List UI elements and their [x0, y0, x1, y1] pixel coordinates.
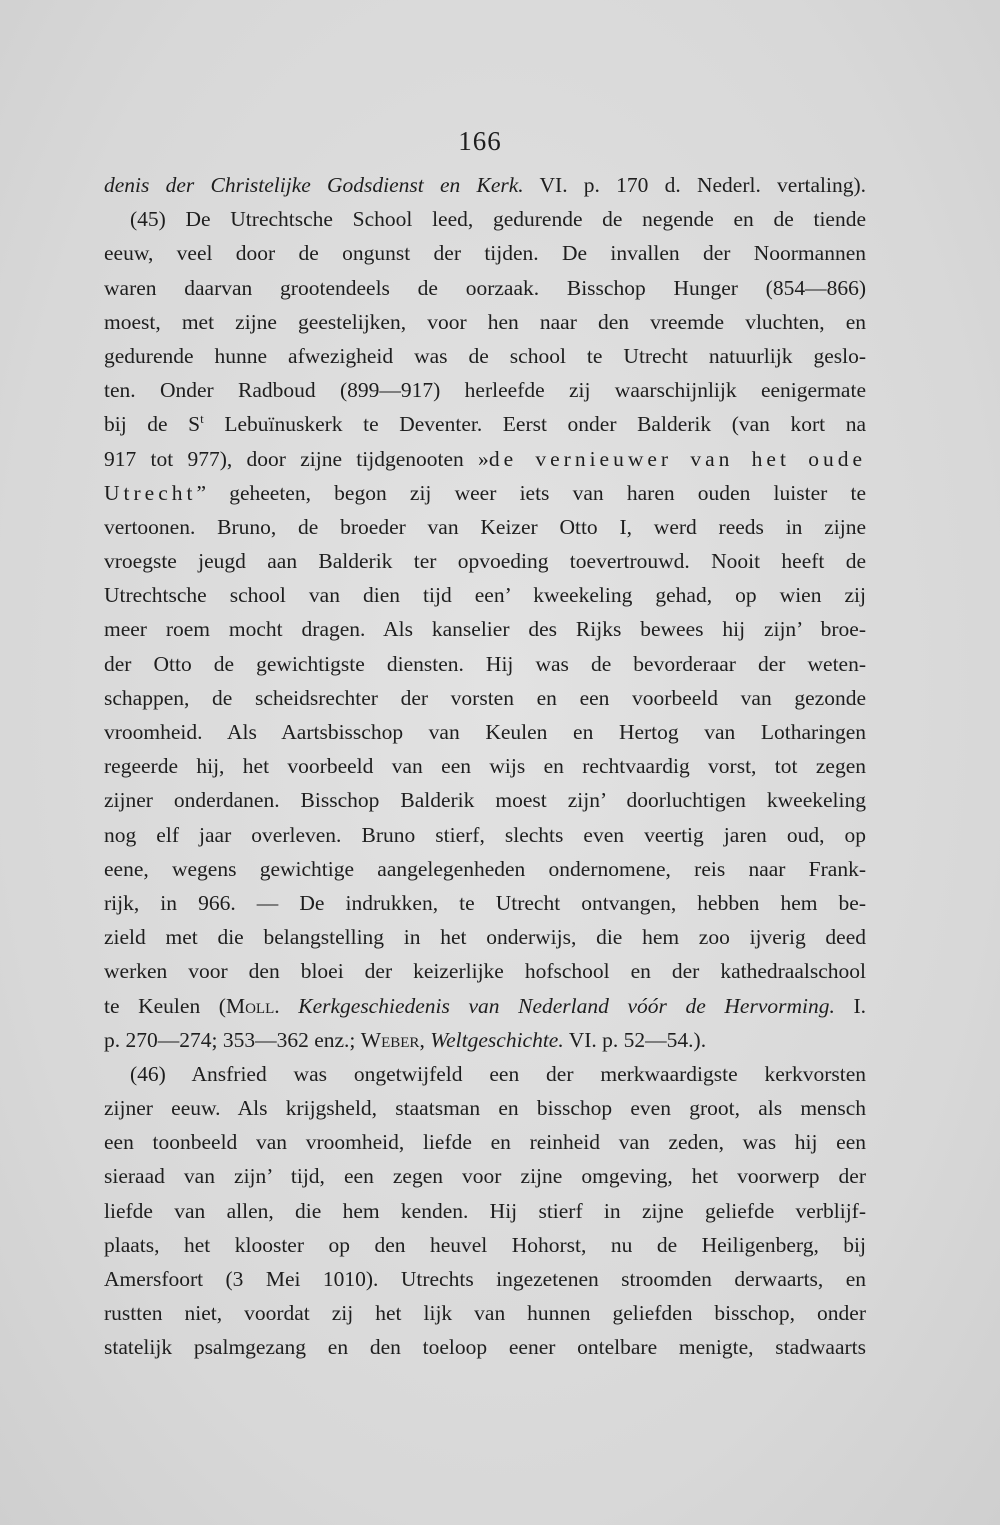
text-run: p. 270—274; 353—362 enz.; [104, 1027, 361, 1052]
text-line [104, 1159, 866, 1193]
text-line [104, 783, 866, 817]
text-line [104, 852, 866, 886]
spaced-text: de vernieuwer van het oude [488, 446, 866, 471]
text-line [104, 407, 866, 441]
text-run: vroegste jeugd aan Balderik ter opvoeding toevertrouwd. Nooit heeft de [104, 549, 866, 574]
text-run: (45) De Utrechtsche School leed, gedurende de negende en de tiende [130, 207, 866, 232]
text-run: statelijk psalmgezang en den toeloop eener ontelbare menigte, stadwaarts [104, 1335, 866, 1360]
text-run: werken voor den bloei der keizerlijke hofschool en der kathedraalschool [104, 959, 866, 984]
text-line [104, 544, 866, 578]
text-line [104, 749, 866, 783]
text-line [104, 681, 866, 715]
text-run: rustten niet, voordat zij het lijk van hunnen geliefden bisschop, onder [104, 1301, 866, 1326]
text-line [104, 305, 866, 339]
body-text [104, 168, 866, 1365]
text-run: meer roem mocht dragen. Als kanselier des Rijks bewees hij zijn’ broe- [104, 617, 866, 642]
text-run: der Otto de gewichtigste diensten. Hij was de bevorderaar der weten- [104, 651, 866, 676]
text-line [104, 612, 866, 646]
text-line [104, 1023, 866, 1057]
text-run: t [200, 411, 204, 427]
spaced-text: Utrecht [104, 480, 197, 505]
text-line [104, 1330, 866, 1364]
text-run: te Keulen ( [104, 993, 226, 1018]
text-line [104, 578, 866, 612]
text-run: eeuw, veel door de ongunst der tijden. De invallen der Noormannen [104, 241, 866, 266]
small-caps-text: Weber [360, 1027, 420, 1052]
text-run: Utrechtsche school van dien tijd een’ kweekeling gehad, op wien zij [104, 583, 866, 608]
text-run: rijk, in 966. — De indrukken, te Utrecht ontvangen, hebben hem be- [104, 890, 866, 915]
text-line [104, 1057, 866, 1091]
text-line [104, 202, 866, 236]
text-run: een toonbeeld van vroomheid, liefde en reinheid van zeden, was hij een [104, 1130, 866, 1155]
text-run [280, 994, 299, 1018]
text-line [104, 1194, 866, 1228]
text-line [104, 818, 866, 852]
text-line [104, 271, 866, 305]
text-run: (46) Ansfried was ongetwijfeld een der merkwaardigste kerkvorsten [130, 1061, 866, 1086]
text-line [104, 715, 866, 749]
text-run: zield met die belangstelling in het onderwijs, die hem zoo ijverig deed [104, 925, 866, 950]
text-run: schappen, de scheidsrechter der vorsten en een voorbeeld van gezonde [104, 685, 866, 710]
text-run: bij de S [104, 412, 201, 437]
text-line [104, 647, 866, 681]
text-line [104, 920, 866, 954]
text-run: ten. Onder Radboud (899—917) herleefde zij waarschijnlijk eenigermate [104, 378, 866, 403]
italic-text: Kerkgeschiedenis van Nederland vóór de Hervorming. [298, 993, 835, 1018]
small-caps-text: Moll. [225, 993, 280, 1018]
italic-text: denis der Christelijke Godsdienst en Kerk. [104, 173, 524, 197]
text-run: 917 tot 977), door zijne tijdgenooten » [104, 446, 489, 471]
text-line [104, 510, 866, 544]
text-line [104, 476, 866, 510]
text-run: plaats, het klooster op den heuvel Hohorst, nu de Heiligenberg, bij [104, 1232, 866, 1257]
text-line [104, 373, 866, 407]
text-run: waren daarvan grootendeels de oorzaak. Bisschop Hunger (854—866) [104, 275, 866, 300]
text-run: gedurende hunne afwezigheid was de school te Utrecht natuurlijk geslo- [104, 343, 866, 368]
text-run: regeerde hij, het voorbeeld van een wijs en rechtvaardig vorst, tot zegen [104, 754, 866, 779]
text-run: liefde van allen, die hem kenden. Hij stierf in zijne geliefde verblijf- [104, 1198, 866, 1223]
italic-text: Weltgeschichte. [430, 1027, 564, 1052]
text-run: vertoonen. Bruno, de broeder van Keizer Otto I, werd reeds in zijne [104, 514, 866, 539]
text-line [104, 339, 866, 373]
text-run: VI. p. 170 d. Nederl. vertaling). [523, 173, 866, 197]
text-line [104, 1262, 866, 1296]
text-run: zijner eeuw. Als krijgsheld, staatsman en bisschop even groot, als mensch [104, 1096, 866, 1121]
text-line [104, 236, 866, 270]
text-run: I. [834, 993, 866, 1018]
text-run: zijner onderdanen. Bisschop Balderik moest zijn’ doorluchtigen kweekeling [104, 788, 866, 813]
text-run: nog elf jaar overleven. Bruno stierf, slechts even veertig jaren oud, op [104, 822, 866, 847]
text-run: VI. p. 52—54.). [563, 1027, 707, 1052]
text-line [104, 954, 866, 988]
text-line [104, 168, 866, 202]
text-line [104, 886, 866, 920]
page-number: 166 [458, 126, 502, 156]
text-line [104, 442, 866, 476]
text-run: sieraad van zijn’ tijd, een zegen voor zijne omgeving, het voorwerp der [104, 1164, 866, 1189]
text-line [104, 989, 866, 1023]
text-run: moest, met zijne geestelijken, voor hen naar den vreemde vluchten, en [104, 309, 866, 334]
text-run: , [419, 1027, 431, 1052]
text-run: eene, wegens gewichtige aangelegenheden ondernomene, reis naar Frank- [104, 856, 866, 881]
text-line [104, 1091, 866, 1125]
text-line [104, 1228, 866, 1262]
text-line [104, 1296, 866, 1330]
text-run: Lebuïnuskerk te Deventer. Eerst onder Balderik (van kort na [203, 412, 866, 437]
text-run: ” geheeten, begon zij weer iets van haren ouden luister te [196, 480, 866, 505]
text-line [104, 1125, 866, 1159]
text-run: Amersfoort (3 Mei 1010). Utrechts ingezetenen stroomden derwaarts, en [104, 1267, 866, 1291]
text-run: vroomheid. Als Aartsbisschop van Keulen en Hertog van Lotharingen [104, 720, 866, 744]
